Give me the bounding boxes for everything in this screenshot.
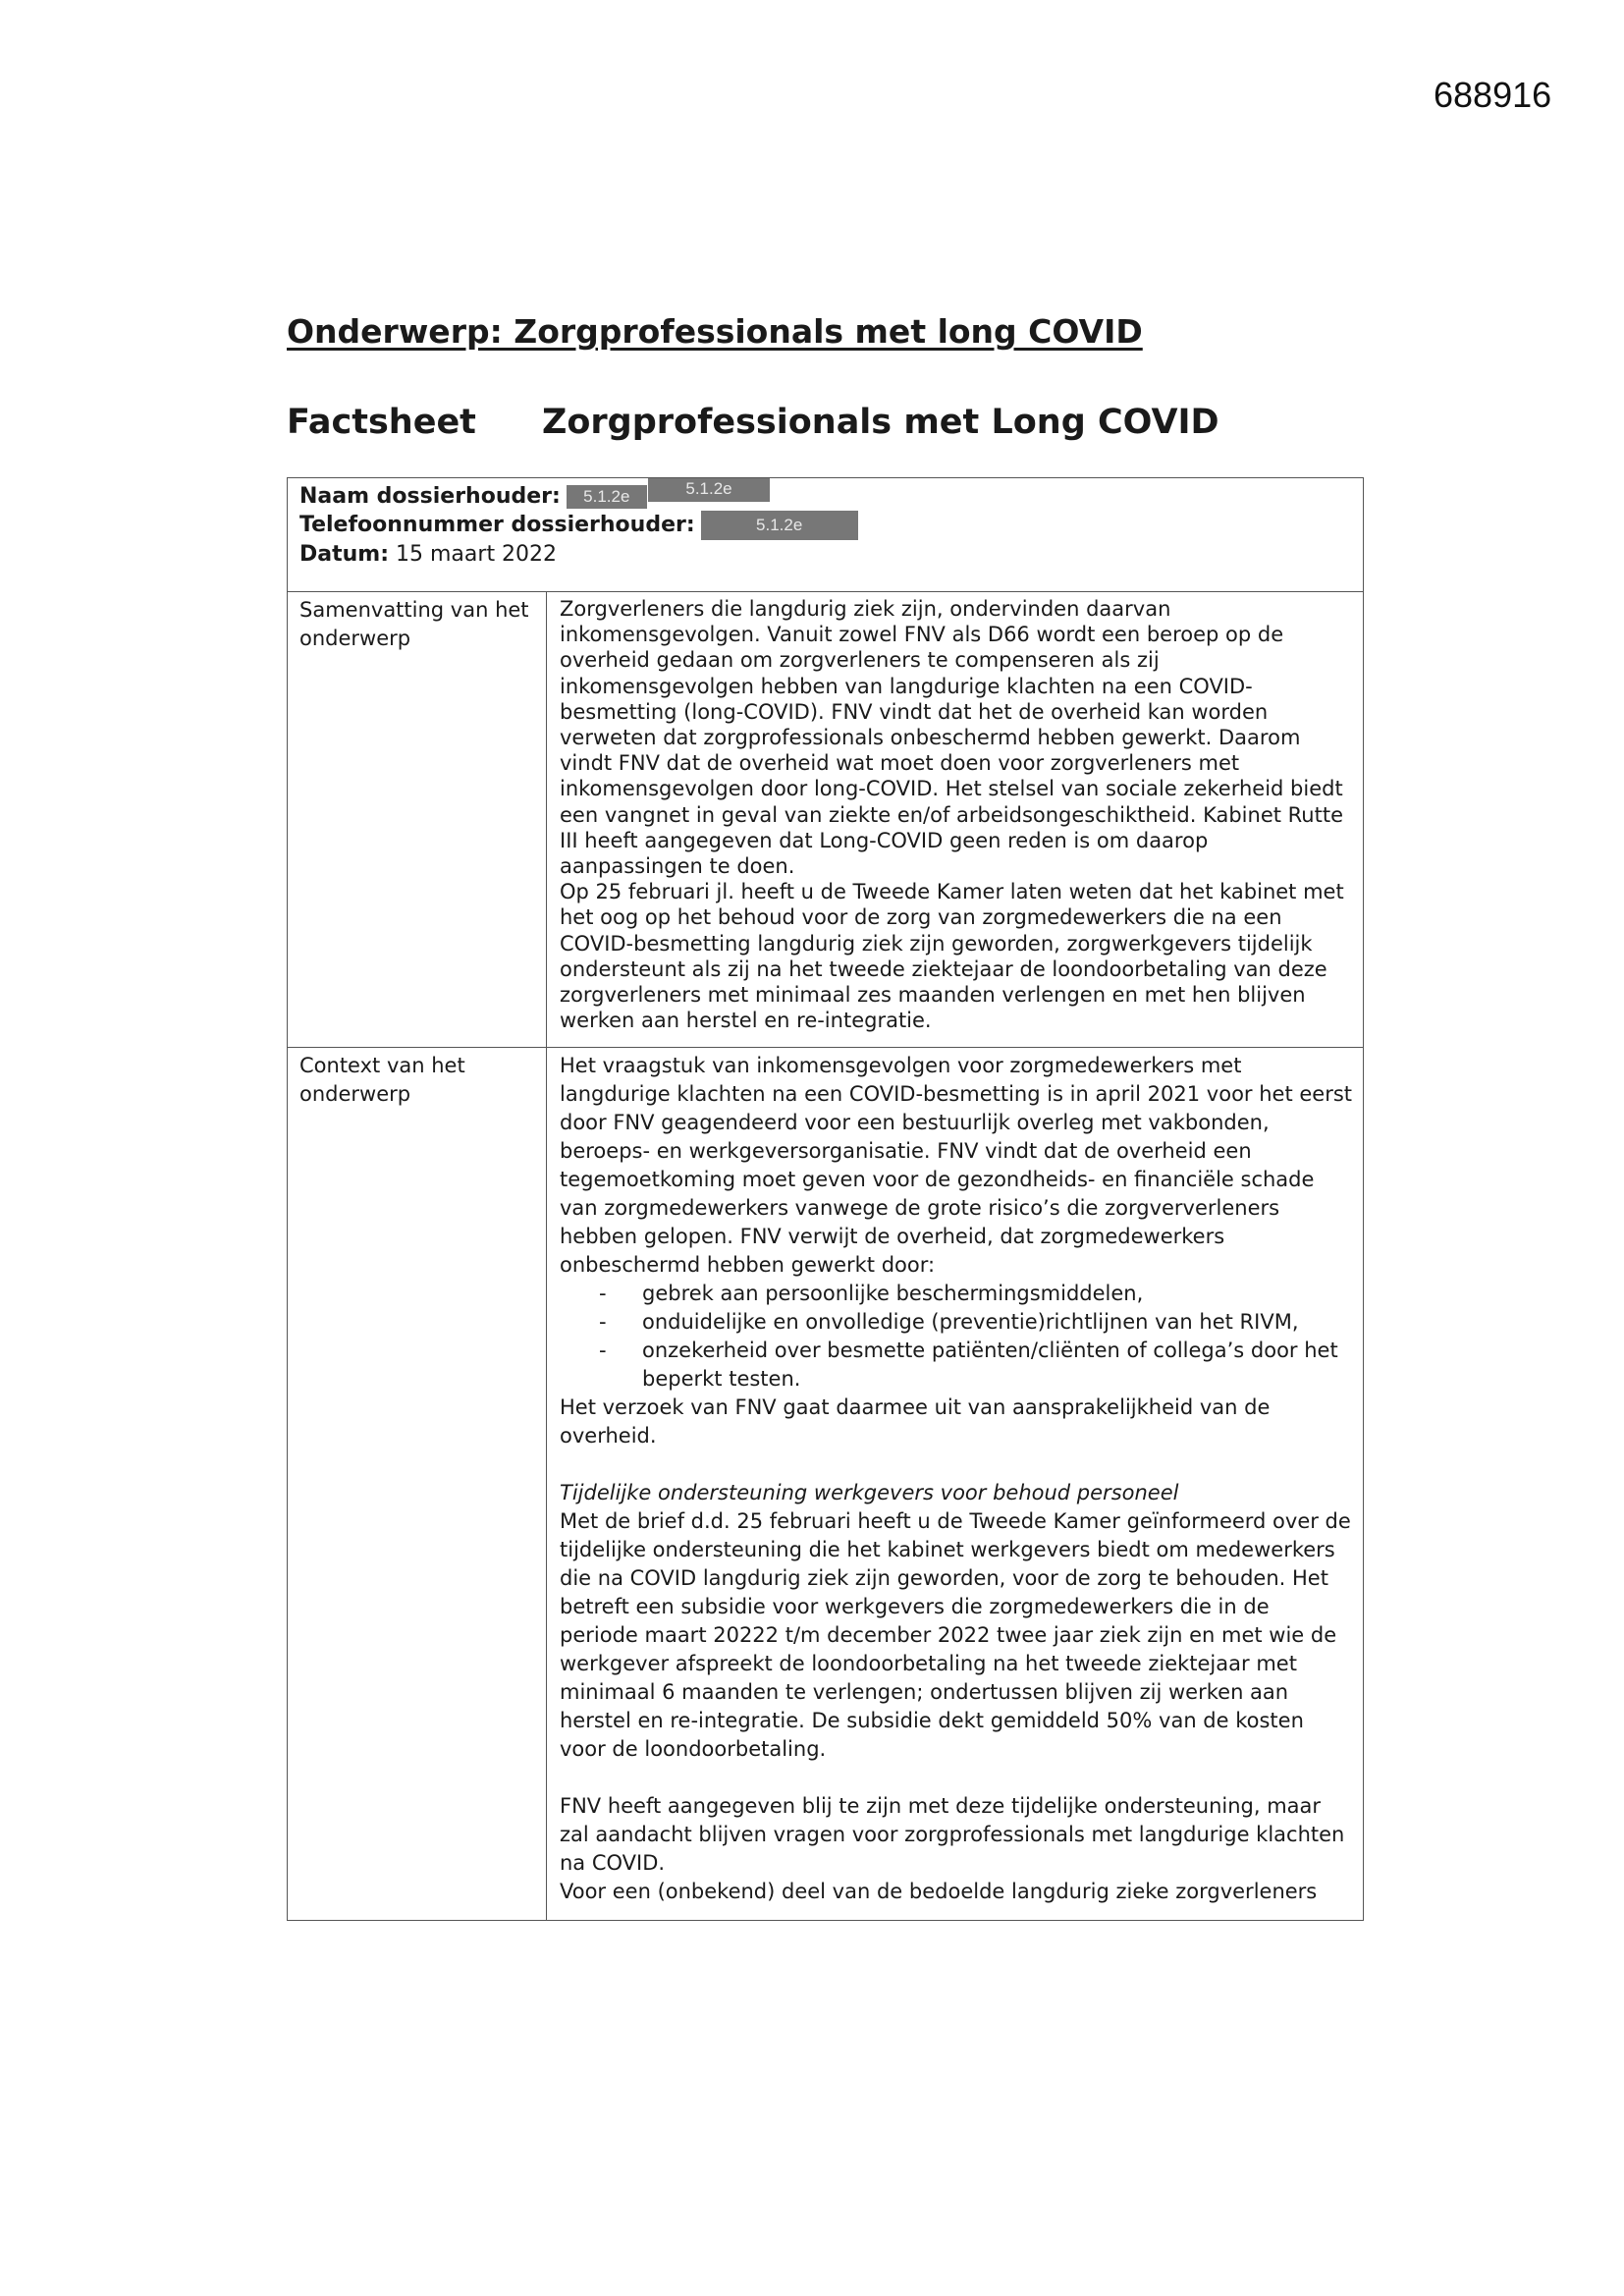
date-label: Datum: [299,542,390,567]
phone-label: Telefoonnummer dossierhouder: [299,513,695,537]
factsheet-table [287,477,1364,1921]
dossier-header [288,478,1363,592]
context-bullet: - onzekerheid over besmette patiënten/cliënten of collega’s door het beperkt testen. [560,1337,1353,1394]
document-number: 688916 [1434,75,1552,115]
summary-paragraph: Op 25 februari jl. heeft u de Tweede Kamer laten weten dat het kabinet met het oog op het behoud voor de zorg van zorgmedewerkers die na een COVID-besmetting langdurig ziek zijn geworden, zorgwerkgevers tijdelijk ondersteunt als zij na het tweede ziektejaar de loondoorbetaling van deze zorgverleners met minimaal zes maanden verlengen en met hen blijven werken aan herstel en re-integratie. [560,880,1344,1033]
context-content [547,1048,1363,1920]
factsheet-heading [287,403,1219,442]
context-fnv-response: FNV heeft aangegeven blij te zijn met deze tijdelijke ondersteuning, maar zal aandacht blijven vragen voor zorgprofessionals met langdurige klachten na COVID. [560,1794,1345,1876]
context-subsidy-paragraph: Met de brief d.d. 25 februari heeft u de Tweede Kamer geïnformeerd over de tijdelijke ondersteuning die het kabinet werkgevers biedt om medewerkers die na COVID langdurig ziek zijn geworden, voor de zorg te behouden. Het betreft een subsidie voor werkgevers die zorgmedewerkers die in de periode maart 20222 t/m december 2022 twee jaar ziek zijn en met wie de werkgever afspreekt de loondoorbetaling na het tweede ziektejaar met minimaal 6 maanden te verlengen; ondertussen blijven zij werken aan herstel en re-integratie. De subsidie dekt gemiddeld 50% van de kosten voor de loondoorbetaling. [560,1509,1351,1762]
context-bullet-list [560,1280,1353,1394]
context-bullet: - gebrek aan persoonlijke beschermingsmiddelen, [560,1280,1353,1308]
name-line [299,482,1363,511]
context-subheading: Tijdelijke ondersteuning werkgevers voor behoud personeel [560,1481,1179,1505]
summary-label: Samenvatting van het onderwerp [288,592,547,1047]
subject-heading: Onderwerp: Zorgprofessionals met long COVID [287,312,1143,351]
context-row [288,1048,1363,1920]
context-label: Context van het onderwerp [288,1048,547,1920]
summary-content [547,592,1363,1047]
date-value: 15 maart 2022 [396,542,558,567]
summary-row [288,592,1363,1048]
phone-line [299,511,1363,540]
context-intro: Het vraagstuk van inkomensgevolgen voor zorgmedewerkers met langdurige klachten na een COVID-besmetting is in april 2021 voor het eerst door FNV geagendeerd voor een bestuurlijk overleg met vakbonden, beroeps- en werkgeversorganisatie. FNV vindt dat de overheid een tegemoetkoming moet geven voor de gezondheids- en financiële schade van zorgmedewerkers vanwege de grote risico’s die zorgververleners hebben gelopen. FNV verwijt de overheid, dat zorgmedewerkers onbeschermd hebben gewerkt door: [560,1054,1353,1278]
context-bullet: - onduidelijke en onvolledige (preventie)richtlijnen van het RIVM, [560,1308,1353,1337]
factsheet-label: Factsheet [287,403,476,442]
factsheet-title: Zorgprofessionals met Long COVID [542,403,1219,442]
date-line [299,540,1363,569]
context-closing-line: Voor een (onbekend) deel van de bedoelde langdurig zieke zorgverleners [560,1880,1318,1904]
context-conclusion: Het verzoek van FNV gaat daarmee uit van aansprakelijkheid van de overheid. [560,1395,1271,1449]
phone-redaction: 5.1.2e [701,511,858,540]
name-label: Naam dossierhouder: [299,484,561,509]
name-redaction: 5.1.2e [567,485,647,509]
name-redaction-2: 5.1.2e [648,478,770,502]
summary-paragraph: Zorgverleners die langdurig ziek zijn, ondervinden daarvan inkomensgevolgen. Vanuit zowel FNV als D66 wordt een beroep op de overheid gedaan om zorgverleners te compenseren als zij inkomensgevolgen hebben van langdurige klachten na een COVID-besmetting (long-COVID). FNV vindt dat het de overheid kan worden verweten dat zorgprofessionals onbeschermd hebben gewerkt. Daarom vindt FNV dat de overheid wat moet doen voor zorgverleners met inkomensgevolgen door long-COVID. Het stelsel van sociale zekerheid biedt een vangnet in geval van ziekte en/of arbeidsongeschiktheid. Kabinet Rutte III heeft aangegeven dat Long-COVID geen reden is om daarop aanpassingen te doen. [560,597,1343,879]
